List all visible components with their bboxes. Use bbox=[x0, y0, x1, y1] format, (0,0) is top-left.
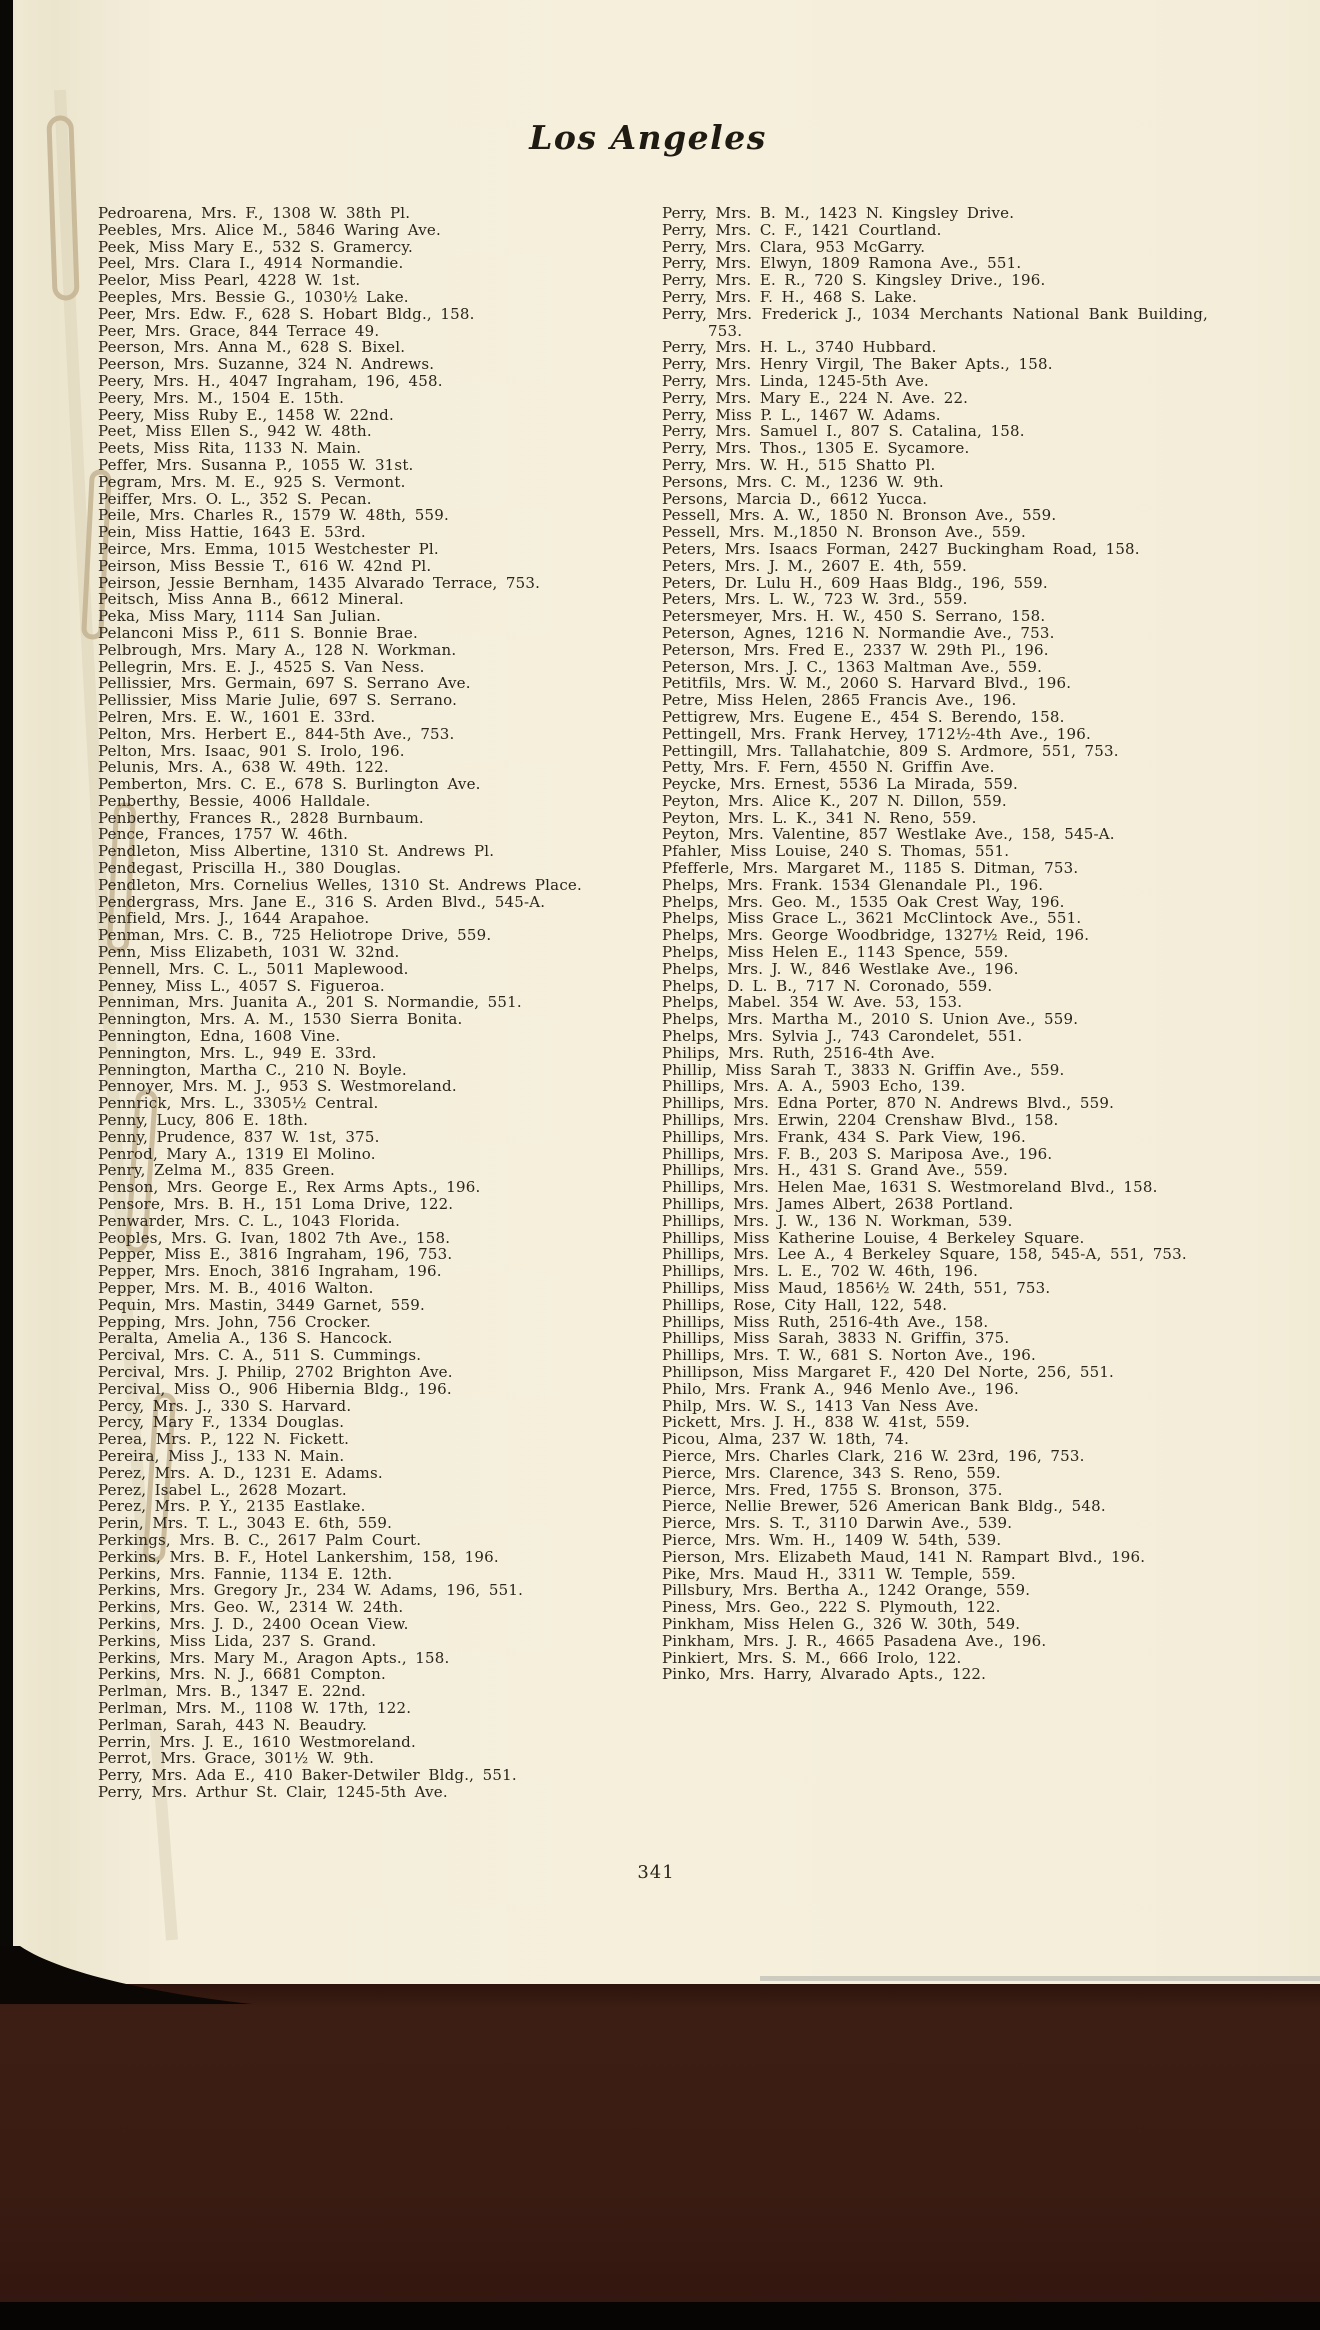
page-header-title: Los Angeles bbox=[529, 118, 767, 157]
directory-entry: Perry, Mrs. E. R., 720 S. Kingsley Drive., 196. bbox=[662, 271, 1046, 290]
directory-entry: Phillips, Mrs. H., 431 S. Grand Ave., 559. bbox=[662, 1161, 1008, 1180]
directory-entry: Pendleton, Mrs. Cornelius Welles, 1310 St. Andrews Place. bbox=[98, 875, 582, 894]
directory-entry: Peel, Mrs. Clara I., 4914 Normandie. bbox=[98, 254, 404, 273]
directory-entry: Peters, Mrs. Isaacs Forman, 2427 Buckingham Road, 158. bbox=[662, 539, 1140, 558]
directory-entry: Peiffer, Mrs. O. L., 352 S. Pecan. bbox=[98, 489, 372, 508]
directory-entry: Pennrick, Mrs. L., 3305½ Central. bbox=[98, 1094, 379, 1113]
directory-entry: Pettigrew, Mrs. Eugene E., 454 S. Berendo, 158. bbox=[662, 707, 1065, 726]
directory-entry: Pettingell, Mrs. Frank Hervey, 1712½-4th Ave., 196. bbox=[662, 724, 1091, 743]
directory-entry: Penny, Lucy, 806 E. 18th. bbox=[98, 1111, 309, 1130]
directory-entry: Phelps, Mrs. Martha M., 2010 S. Union Ave., 559. bbox=[662, 1010, 1079, 1029]
directory-entry: Pfefferle, Mrs. Margaret M., 1185 S. Ditman, 753. bbox=[662, 859, 1079, 878]
directory-entry: Peka, Miss Mary, 1114 San Julian. bbox=[98, 607, 382, 626]
directory-entry: Phelps, Mrs. Frank. 1534 Glenandale Pl., 196. bbox=[662, 875, 1044, 894]
directory-entry: Phillips, Miss Katherine Louise, 4 Berkeley Square. bbox=[662, 1228, 1085, 1247]
directory-entry: Pfahler, Miss Louise, 240 S. Thomas, 551. bbox=[662, 842, 1010, 861]
directory-entry: Perry, Mrs. Mary E., 224 N. Ave. 22. bbox=[662, 388, 969, 407]
directory-entry: Persons, Marcia D., 6612 Yucca. bbox=[662, 489, 928, 508]
directory-entry: Pinko, Mrs. Harry, Alvarado Apts., 122. bbox=[662, 1665, 987, 1684]
directory-entry: Pepper, Mrs. Enoch, 3816 Ingraham, 196. bbox=[98, 1262, 442, 1281]
directory-entry: Peirson, Jessie Bernham, 1435 Alvarado Terrace, 753. bbox=[98, 573, 541, 592]
directory-entry: Peer, Mrs. Edw. F., 628 S. Hobart Bldg., 158. bbox=[98, 304, 475, 323]
directory-entry: Perin, Mrs. T. L., 3043 E. 6th, 559. bbox=[98, 1514, 393, 1533]
directory-entry: Pennington, Martha C., 210 N. Boyle. bbox=[98, 1060, 407, 1079]
directory-entry: Perry, Miss P. L., 1467 W. Adams. bbox=[662, 405, 941, 424]
directory-entry: Peet, Miss Ellen S., 942 W. 48th. bbox=[98, 422, 372, 441]
directory-entry: Pike, Mrs. Maud H., 3311 W. Temple, 559. bbox=[662, 1564, 1016, 1583]
directory-entry: Peoples, Mrs. G. Ivan, 1802 7th Ave., 158. bbox=[98, 1228, 451, 1247]
directory-entry: Petitfils, Mrs. W. M., 2060 S. Harvard Blvd., 196. bbox=[662, 674, 1072, 693]
directory-entry: Pinkiert, Mrs. S. M., 666 Irolo, 122. bbox=[662, 1648, 962, 1667]
directory-entry: Pessell, Mrs. M.,1850 N. Bronson Ave., 559. bbox=[662, 523, 1026, 542]
directory-entry: Perry, Mrs. Ada E., 410 Baker-Detwiler Bldg., 551. bbox=[98, 1766, 517, 1785]
directory-entry: Perez, Mrs. A. D., 1231 E. Adams. bbox=[98, 1463, 383, 1482]
directory-entry: Peets, Miss Rita, 1133 N. Main. bbox=[98, 439, 362, 458]
directory-entry: Peerson, Mrs. Suzanne, 324 N. Andrews. bbox=[98, 355, 435, 374]
directory-entry: Pinkham, Mrs. J. R., 4665 Pasadena Ave., 196. bbox=[662, 1631, 1047, 1650]
directory-entry: Pellissier, Mrs. Germain, 697 S. Serrano Ave. bbox=[98, 674, 471, 693]
directory-entry: Pereira, Miss J., 133 N. Main. bbox=[98, 1446, 345, 1465]
directory-entry: Penny, Prudence, 837 W. 1st, 375. bbox=[98, 1127, 380, 1146]
directory-entry: Penniman, Mrs. Juanita A., 201 S. Normandie, 551. bbox=[98, 993, 522, 1012]
directory-column-left bbox=[98, 205, 619, 1801]
page-corner-shadow bbox=[0, 1946, 252, 2004]
directory-entry: Percival, Mrs. C. A., 511 S. Cummings. bbox=[98, 1346, 422, 1365]
directory-entry: Perry, Mrs. Elwyn, 1809 Ramona Ave., 551. bbox=[662, 254, 1022, 273]
directory-entry: Picou, Alma, 237 W. 18th, 74. bbox=[662, 1430, 910, 1449]
directory-entry: Perkins, Mrs. B. F., Hotel Lankershim, 158, 196. bbox=[98, 1547, 499, 1566]
page-edge-highlight bbox=[760, 1976, 1320, 1981]
directory-entry: Pennington, Mrs. L., 949 E. 33rd. bbox=[98, 1043, 377, 1062]
directory-entry: Petty, Mrs. F. Fern, 4550 N. Griffin Ave. bbox=[662, 758, 995, 777]
directory-entry: Percival, Miss O., 906 Hibernia Bldg., 196. bbox=[98, 1379, 452, 1398]
directory-entry: Peters, Dr. Lulu H., 609 Haas Bldg., 196, 559. bbox=[662, 573, 1048, 592]
directory-entry: Percy, Mary F., 1334 Douglas. bbox=[98, 1413, 345, 1432]
directory-entry: Penberthy, Bessie, 4006 Halldale. bbox=[98, 791, 371, 810]
directory-entry: Peeples, Mrs. Bessie G., 1030½ Lake. bbox=[98, 287, 409, 306]
directory-entry: Phillips, Mrs. J. W., 136 N. Workman, 539. bbox=[662, 1211, 1013, 1230]
directory-entry: Phillips, Miss Maud, 1856½ W. 24th, 551, 753. bbox=[662, 1279, 1051, 1297]
directory-entry: Peirson, Miss Bessie T., 616 W. 42nd Pl. bbox=[98, 556, 432, 575]
directory-entry: Persons, Mrs. C. M., 1236 W. 9th. bbox=[662, 472, 944, 491]
directory-entry: Philo, Mrs. Frank A., 946 Menlo Ave., 196. bbox=[662, 1379, 1019, 1398]
directory-entry: Perkins, Mrs. J. D., 2400 Ocean View. bbox=[98, 1614, 409, 1633]
directory-entry: Pendergrass, Mrs. Jane E., 316 S. Arden Blvd., 545-A. bbox=[98, 892, 546, 911]
directory-entry: Peery, Mrs. M., 1504 E. 15th. bbox=[98, 388, 345, 407]
directory-entry: Perrin, Mrs. J. E., 1610 Westmoreland. bbox=[98, 1732, 416, 1751]
directory-entry: Perry, Mrs. Arthur St. Clair, 1245-5th Ave. bbox=[98, 1782, 448, 1801]
directory-entry: Peffer, Mrs. Susanna P., 1055 W. 31st. bbox=[98, 455, 414, 474]
directory-entry: Pierce, Mrs. Charles Clark, 216 W. 23rd, 196, 753. bbox=[662, 1446, 1085, 1465]
directory-entry: Phillips, Mrs. Lee A., 4 Berkeley Square, 158, 545-A, 551, 753. bbox=[662, 1245, 1187, 1264]
directory-entry: Pelren, Mrs. E. W., 1601 E. 33rd. bbox=[98, 707, 376, 726]
directory-entry: Pendleton, Miss Albertine, 1310 St. Andrews Pl. bbox=[98, 842, 495, 861]
directory-entry: Pierce, Mrs. S. T., 3110 Darwin Ave., 539. bbox=[662, 1514, 1013, 1533]
directory-entry: Peterson, Mrs. Fred E., 2337 W. 29th Pl., 196. bbox=[662, 640, 1049, 659]
directory-entry: Peralta, Amelia A., 136 S. Hancock. bbox=[98, 1329, 393, 1348]
directory-entry: Penfield, Mrs. J., 1644 Arapahoe. bbox=[98, 909, 370, 928]
page-number: 341 bbox=[637, 1862, 675, 1883]
directory-entry: Perry, Mrs. C. F., 1421 Courtland. bbox=[662, 220, 942, 239]
directory-entry: Phillips, Rose, City Hall, 122, 548. bbox=[662, 1295, 948, 1314]
directory-entry: Pennington, Edna, 1608 Vine. bbox=[98, 1027, 341, 1046]
directory-entry: Phillips, Miss Ruth, 2516-4th Ave., 158. bbox=[662, 1312, 989, 1331]
directory-entry: Peitsch, Miss Anna B., 6612 Mineral. bbox=[98, 590, 404, 609]
directory-entry: Pelton, Mrs. Herbert E., 844-5th Ave., 753. bbox=[98, 724, 455, 743]
directory-entry: Pierson, Mrs. Elizabeth Maud, 141 N. Rampart Blvd., 196. bbox=[662, 1547, 1146, 1566]
directory-entry: Pein, Miss Hattie, 1643 E. 53rd. bbox=[98, 523, 366, 542]
directory-entry: Pierce, Mrs. Clarence, 343 S. Reno, 559. bbox=[662, 1463, 1001, 1482]
directory-entry: Peerson, Mrs. Anna M., 628 S. Bixel. bbox=[98, 338, 406, 357]
directory-entry: Peer, Mrs. Grace, 844 Terrace 49. bbox=[98, 321, 380, 340]
directory-entry: Perlman, Mrs. M., 1108 W. 17th, 122. bbox=[98, 1698, 412, 1717]
directory-entry: Penry, Zelma M., 835 Green. bbox=[98, 1161, 335, 1180]
directory-entry: Peile, Mrs. Charles R., 1579 W. 48th, 559. bbox=[98, 506, 449, 525]
directory-entry: Pence, Frances, 1757 W. 46th. bbox=[98, 825, 349, 844]
directory-entry: Phillips, Mrs. James Albert, 2638 Portland. bbox=[662, 1195, 1014, 1214]
directory-entry: Perry, Mrs. Thos., 1305 E. Sycamore. bbox=[662, 439, 970, 458]
directory-entry: Phelps, Mrs. J. W., 846 Westlake Ave., 196. bbox=[662, 959, 1019, 978]
directory-entry: Perry, Mrs. B. M., 1423 N. Kingsley Drive. bbox=[662, 204, 1015, 222]
directory-entry: Pepper, Miss E., 3816 Ingraham, 196, 753. bbox=[98, 1245, 453, 1264]
directory-entry: Peyton, Mrs. L. K., 341 N. Reno, 559. bbox=[662, 808, 977, 827]
directory-entry: Pellegrin, Mrs. E. J., 4525 S. Van Ness. bbox=[98, 657, 425, 676]
directory-entry: Pierce, Mrs. Fred, 1755 S. Bronson, 375. bbox=[662, 1480, 1003, 1499]
directory-entry: Perry, Mrs. F. H., 468 S. Lake. bbox=[662, 287, 917, 306]
directory-entry: Pensore, Mrs. B. H., 151 Loma Drive, 122. bbox=[98, 1195, 454, 1214]
directory-entry: Phillips, Mrs. T. W., 681 S. Norton Ave., 196. bbox=[662, 1346, 1036, 1365]
directory-entry: Phelps, Miss Grace L., 3621 McClintock Ave., 551. bbox=[662, 909, 1082, 928]
directory-entry: Penson, Mrs. George E., Rex Arms Apts., 196. bbox=[98, 1178, 481, 1197]
directory-entry: Penney, Miss L., 4057 S. Figueroa. bbox=[98, 976, 385, 995]
directory-entry: Pemberton, Mrs. C. E., 678 S. Burlington Ave. bbox=[98, 775, 481, 794]
directory-entry: Perry, Mrs. W. H., 515 Shatto Pl. bbox=[662, 455, 936, 474]
directory-entry: Pepper, Mrs. M. B., 4016 Walton. bbox=[98, 1279, 374, 1297]
directory-entry: Pedroarena, Mrs. F., 1308 W. 38th Pl. bbox=[98, 204, 411, 222]
directory-entry: Perry, Mrs. Henry Virgil, The Baker Apts., 158. bbox=[662, 355, 1053, 374]
directory-entry: Phillips, Mrs. Edna Porter, 870 N. Andrews Blvd., 559. bbox=[662, 1094, 1115, 1113]
directory-entry: Perkings, Mrs. B. C., 2617 Palm Court. bbox=[98, 1530, 422, 1549]
directory-entry: Phelps, Mrs. Sylvia J., 743 Carondelet, 551. bbox=[662, 1027, 1023, 1046]
directory-entry: Perkins, Mrs. Fannie, 1134 E. 12th. bbox=[98, 1564, 393, 1583]
directory-entry: Piness, Mrs. Geo., 222 S. Plymouth, 122. bbox=[662, 1598, 1001, 1617]
directory-entry: Phelps, Mrs. Geo. M., 1535 Oak Crest Way, 196. bbox=[662, 892, 1065, 911]
directory-entry: Pennoyer, Mrs. M. J., 953 S. Westmoreland. bbox=[98, 1077, 457, 1096]
directory-entry: Pequin, Mrs. Mastin, 3449 Garnet, 559. bbox=[98, 1295, 425, 1314]
directory-entry: Petre, Miss Helen, 2865 Francis Ave., 196. bbox=[662, 691, 1017, 710]
directory-entry: Philp, Mrs. W. S., 1413 Van Ness Ave. bbox=[662, 1396, 979, 1415]
directory-entry: Perry, Mrs. Clara, 953 McGarry. bbox=[662, 237, 926, 256]
directory-entry: Perkins, Mrs. N. J., 6681 Compton. bbox=[98, 1665, 386, 1684]
directory-entry: Peirce, Mrs. Emma, 1015 Westchester Pl. bbox=[98, 539, 439, 558]
directory-entry: Pennington, Mrs. A. M., 1530 Sierra Bonita. bbox=[98, 1010, 463, 1029]
directory-entry: Perkins, Mrs. Geo. W., 2314 W. 24th. bbox=[98, 1598, 404, 1617]
directory-entry: Phelps, Mabel. 354 W. Ave. 53, 153. bbox=[662, 993, 963, 1012]
directory-entry: Perez, Mrs. P. Y., 2135 Eastlake. bbox=[98, 1497, 366, 1516]
directory-entry: Phillips, Mrs. F. B., 203 S. Mariposa Ave., 196. bbox=[662, 1144, 1053, 1163]
directory-entry: Peelor, Miss Pearl, 4228 W. 1st. bbox=[98, 271, 361, 290]
directory-entry: Peters, Mrs. J. M., 2607 E. 4th, 559. bbox=[662, 556, 967, 575]
directory-entry: Phillipson, Miss Margaret F., 420 Del Norte, 256, 551. bbox=[662, 1362, 1115, 1381]
directory-entry: Peebles, Mrs. Alice M., 5846 Waring Ave. bbox=[98, 220, 441, 239]
directory-entry: Phillips, Mrs. A. A., 5903 Echo, 139. bbox=[662, 1077, 966, 1096]
directory-entry: Peery, Mrs. H., 4047 Ingraham, 196, 458. bbox=[98, 371, 443, 390]
directory-entry: Pegram, Mrs. M. E., 925 S. Vermont. bbox=[98, 472, 406, 491]
directory-entry: Petersmeyer, Mrs. H. W., 450 S. Serrano, 158. bbox=[662, 607, 1046, 626]
directory-entry: Pelton, Mrs. Isaac, 901 S. Irolo, 196. bbox=[98, 741, 405, 760]
directory-entry: Penwarder, Mrs. C. L., 1043 Florida. bbox=[98, 1211, 401, 1230]
directory-entry: Peycke, Mrs. Ernest, 5536 La Mirada, 559. bbox=[662, 775, 1018, 794]
directory-entry: Perry, Mrs. Linda, 1245-5th Ave. bbox=[662, 371, 929, 390]
directory-entry: Perkins, Mrs. Mary M., Aragon Apts., 158. bbox=[98, 1648, 450, 1667]
directory-entry: Phillips, Mrs. Helen Mae, 1631 S. Westmoreland Blvd., 158. bbox=[662, 1178, 1158, 1197]
directory-entry: Phelps, Mrs. George Woodbridge, 1327½ Reid, 196. bbox=[662, 926, 1090, 945]
directory-column-right bbox=[662, 205, 1208, 1683]
directory-entry: Pickett, Mrs. J. H., 838 W. 41st, 559. bbox=[662, 1413, 970, 1432]
directory-entry: Phillips, Mrs. L. E., 702 W. 46th, 196. bbox=[662, 1262, 979, 1281]
directory-entry: Penman, Mrs. C. B., 725 Heliotrope Drive, 559. bbox=[98, 926, 492, 945]
directory-entry: Penrod, Mary A., 1319 El Molino. bbox=[98, 1144, 376, 1163]
directory-entry: Penberthy, Frances R., 2828 Burnbaum. bbox=[98, 808, 424, 827]
directory-entry: Pelanconi Miss P., 611 S. Bonnie Brae. bbox=[98, 623, 418, 642]
directory-entry: Pettingill, Mrs. Tallahatchie, 809 S. Ardmore, 551, 753. bbox=[662, 741, 1119, 760]
directory-entry: Peery, Miss Ruby E., 1458 W. 22nd. bbox=[98, 405, 394, 424]
directory-entry: Peyton, Mrs. Alice K., 207 N. Dillon, 559. bbox=[662, 791, 1007, 810]
directory-entry: Pinkham, Miss Helen G., 326 W. 30th, 549. bbox=[662, 1614, 1021, 1633]
directory-entry: Perrot, Mrs. Grace, 301½ W. 9th. bbox=[98, 1749, 375, 1768]
directory-entry: Philips, Mrs. Ruth, 2516-4th Ave. bbox=[662, 1043, 936, 1062]
directory-entry: Pennell, Mrs. C. L., 5011 Maplewood. bbox=[98, 959, 409, 978]
directory-entry: Pierce, Mrs. Wm. H., 1409 W. 54th, 539. bbox=[662, 1530, 1002, 1549]
directory-entry: Pierce, Nellie Brewer, 526 American Bank Bldg., 548. bbox=[662, 1497, 1106, 1516]
directory-entry: Perlman, Mrs. B., 1347 E. 22nd. bbox=[98, 1682, 366, 1701]
directory-entry: Peterson, Mrs. J. C., 1363 Maltman Ave., 559. bbox=[662, 657, 1043, 676]
directory-entry: Perry, Mrs. Samuel I., 807 S. Catalina, 158. bbox=[662, 422, 1025, 441]
directory-entry: Perry, Mrs. H. L., 3740 Hubbard. bbox=[662, 338, 937, 357]
directory-entry: Peterson, Agnes, 1216 N. Normandie Ave., 753. bbox=[662, 623, 1055, 642]
directory-entry: Phillips, Mrs. Frank, 434 S. Park View, 196. bbox=[662, 1127, 1026, 1146]
directory-entry: Perea, Mrs. P., 122 N. Fickett. bbox=[98, 1430, 350, 1449]
directory-entry: Percy, Mrs. J., 330 S. Harvard. bbox=[98, 1396, 352, 1415]
directory-entry: Perkins, Mrs. Gregory Jr., 234 W. Adams, 196, 551. bbox=[98, 1581, 524, 1600]
directory-entry: Pepping, Mrs. John, 756 Crocker. bbox=[98, 1312, 371, 1331]
directory-entry: Percival, Mrs. J. Philip, 2702 Brighton Ave. bbox=[98, 1362, 453, 1381]
directory-entry: Pelbrough, Mrs. Mary A., 128 N. Workman. bbox=[98, 640, 457, 659]
directory-entry: Peek, Miss Mary E., 532 S. Gramercy. bbox=[98, 237, 413, 256]
directory-entry: Pillsbury, Mrs. Bertha A., 1242 Orange, 559. bbox=[662, 1581, 1031, 1600]
directory-entry: Pessell, Mrs. A. W., 1850 N. Bronson Ave., 559. bbox=[662, 506, 1057, 525]
directory-entry: Penn, Miss Elizabeth, 1031 W. 32nd. bbox=[98, 943, 400, 962]
directory-entry: Pendegast, Priscilla H., 380 Douglas. bbox=[98, 859, 402, 878]
directory-entry: Perry, Mrs. Frederick J., 1034 Merchants National Bank Building, 753. bbox=[662, 304, 1208, 340]
directory-entry: Peyton, Mrs. Valentine, 857 Westlake Ave., 158, 545-A. bbox=[662, 825, 1115, 844]
directory-entry: Phillips, Mrs. Erwin, 2204 Crenshaw Blvd., 158. bbox=[662, 1111, 1059, 1130]
directory-entry: Phelps, Miss Helen E., 1143 Spence, 559. bbox=[662, 943, 1009, 962]
directory-entry: Perlman, Sarah, 443 N. Beaudry. bbox=[98, 1715, 367, 1734]
directory-entry: Pellissier, Miss Marie Julie, 697 S. Serrano. bbox=[98, 691, 458, 710]
directory-entry: Phelps, D. L. B., 717 N. Coronado, 559. bbox=[662, 976, 993, 995]
directory-entry: Peters, Mrs. L. W., 723 W. 3rd., 559. bbox=[662, 590, 968, 609]
directory-entry: Perkins, Miss Lida, 237 S. Grand. bbox=[98, 1631, 377, 1650]
directory-entry: Phillips, Miss Sarah, 3833 N. Griffin, 375. bbox=[662, 1329, 1010, 1348]
directory-entry: Perez, Isabel L., 2628 Mozart. bbox=[98, 1480, 347, 1499]
directory-entry: Pelunis, Mrs. A., 638 W. 49th. 122. bbox=[98, 758, 389, 777]
directory-entry: Phillip, Miss Sarah T., 3833 N. Griffin Ave., 559. bbox=[662, 1060, 1065, 1079]
